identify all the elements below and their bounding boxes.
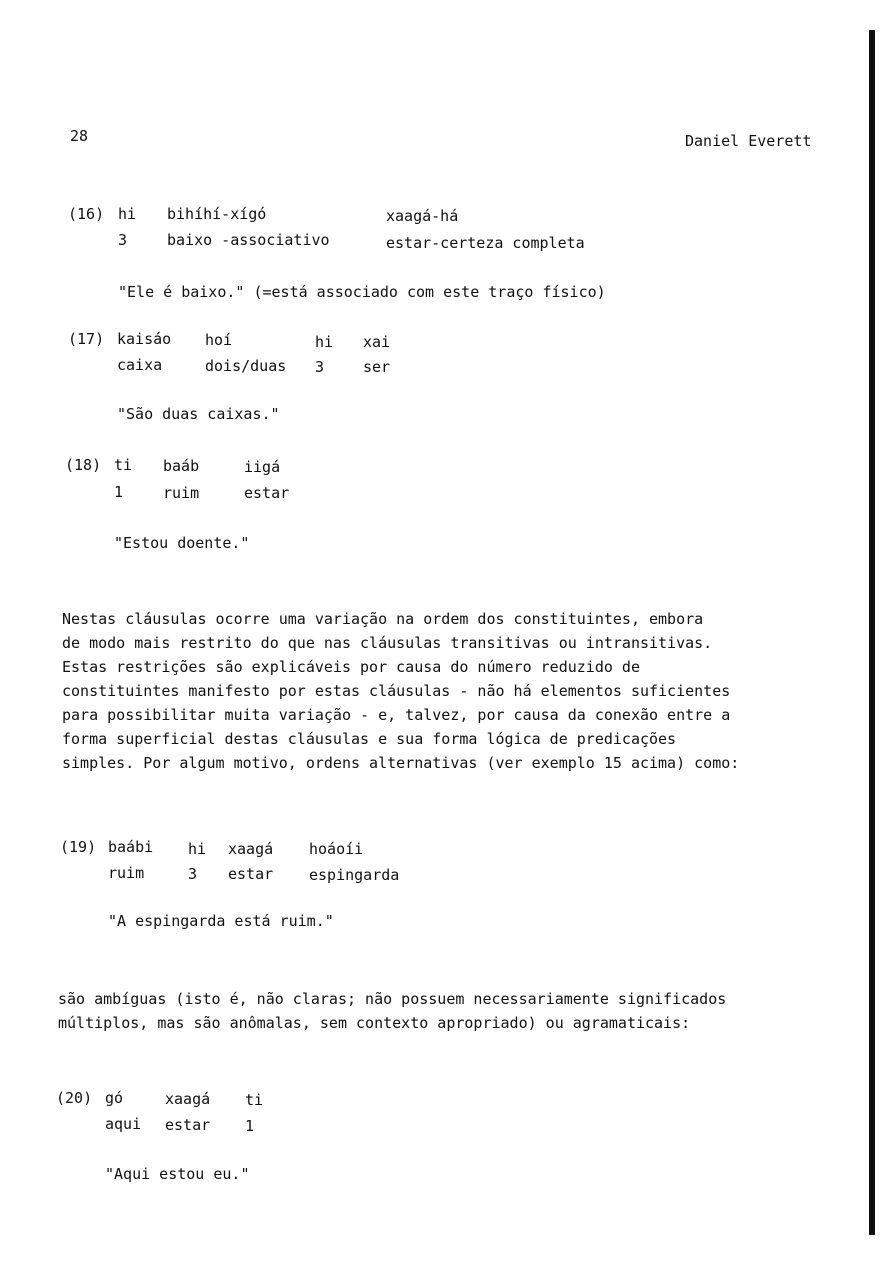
continuation-paragraph <box>58 987 818 1035</box>
example-number: (16) <box>68 205 105 223</box>
gloss-word: hi <box>188 840 207 858</box>
example-number: (19) <box>60 838 97 856</box>
body-paragraph <box>62 607 822 775</box>
example-number: (20) <box>56 1089 93 1107</box>
gloss-word: hi <box>315 333 334 351</box>
paragraph-line: de modo mais restrito do que nas cláusulas transitivas ou intransitivas. <box>62 634 713 652</box>
gloss-word: 1 <box>245 1117 255 1135</box>
gloss-word: estar-certeza completa <box>386 234 585 252</box>
gloss-word: kaisáo <box>117 330 172 348</box>
gloss-word: aqui <box>105 1115 142 1133</box>
paragraph-line: Estas restrições são explicáveis por causa do número reduzido de <box>62 658 640 676</box>
paragraph-line: constituintes manifesto por estas cláusulas - não há elementos suficientes <box>62 682 731 700</box>
gloss-word: 3 <box>118 231 128 249</box>
paragraph-line: forma superficial destas cláusulas e sua forma lógica de predicações <box>62 730 677 748</box>
gloss-word: estar <box>228 865 274 883</box>
example-number: (17) <box>68 330 105 348</box>
gloss-word: bihíhí-xígó <box>167 205 267 223</box>
paragraph-line: para possibilitar muita variação - e, talvez, por causa da conexão entre a <box>62 706 731 724</box>
page-number: 28 <box>70 127 89 145</box>
gloss-word: iigá <box>244 458 281 476</box>
free-translation: "São duas caixas." <box>117 405 280 423</box>
gloss-word: 3 <box>188 865 198 883</box>
gloss-word: dois/duas <box>205 357 287 375</box>
gloss-word: baáb <box>163 457 200 475</box>
gloss-word: hoáoíi <box>309 840 364 858</box>
gloss-word: hi <box>118 205 137 223</box>
gloss-word: gó <box>105 1089 124 1107</box>
gloss-word: baixo -associativo <box>167 231 330 249</box>
gloss-word: xaagá <box>228 840 274 858</box>
gloss-word: caixa <box>117 356 163 374</box>
free-translation: "Ele é baixo." (=está associado com este traço físico) <box>118 283 606 301</box>
gloss-word: espingarda <box>309 866 400 884</box>
gloss-word: ser <box>363 358 391 376</box>
free-translation: "A espingarda está ruim." <box>108 912 334 930</box>
gloss-word: baábi <box>108 838 154 856</box>
free-translation: "Aqui estou eu." <box>105 1165 250 1183</box>
free-translation: "Estou doente." <box>114 534 250 552</box>
gloss-word: estar <box>244 484 290 502</box>
gloss-word: ruim <box>108 864 145 882</box>
gloss-word: xaagá <box>165 1090 211 1108</box>
gloss-word: 3 <box>315 358 325 376</box>
gloss-word: 1 <box>114 483 124 501</box>
paragraph-line: são ambíguas (isto é, não claras; não possuem necessariamente significados <box>58 990 727 1008</box>
gloss-word: hoí <box>205 331 233 349</box>
paragraph-line: simples. Por algum motivo, ordens alternativas (ver exemplo 15 acima) como: <box>62 754 740 772</box>
page-edge-bar <box>869 30 875 1235</box>
paragraph-line: Nestas cláusulas ocorre uma variação na ordem dos constituintes, embora <box>62 610 704 628</box>
gloss-word: xai <box>363 333 391 351</box>
paragraph-line: múltiplos, mas são anômalas, sem contexto apropriado) ou agramaticais: <box>58 1014 691 1032</box>
gloss-word: estar <box>165 1116 211 1134</box>
gloss-word: ruim <box>163 484 200 502</box>
gloss-word: ti <box>245 1091 264 1109</box>
example-number: (18) <box>65 456 102 474</box>
gloss-word: ti <box>114 456 133 474</box>
gloss-word: xaagá-há <box>386 207 459 225</box>
running-head-author: Daniel Everett <box>685 132 812 150</box>
